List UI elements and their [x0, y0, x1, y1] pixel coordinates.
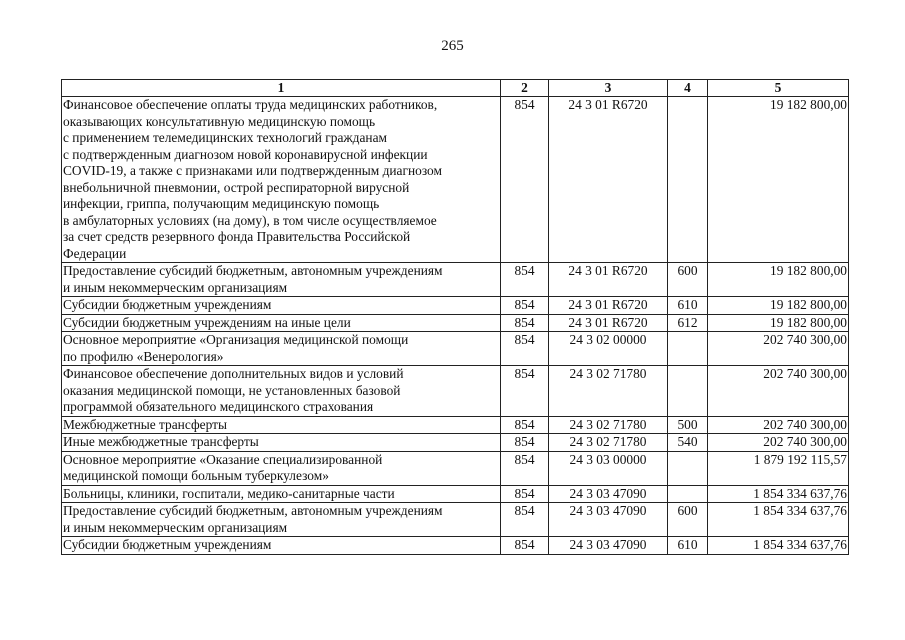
row-name-cell — [62, 366, 501, 417]
department-code-cell: 854 — [501, 263, 549, 297]
amount-cell: 202 740 300,00 — [708, 332, 849, 366]
expense-type-cell: 540 — [668, 434, 708, 452]
target-article-cell: 24 3 03 47090 — [549, 503, 668, 537]
row-name-cell — [62, 485, 501, 503]
expense-type-cell: 610 — [668, 297, 708, 315]
table-body — [62, 97, 849, 555]
table-row — [62, 314, 849, 332]
department-code-cell: 854 — [501, 416, 549, 434]
target-article-cell: 24 3 03 00000 — [549, 451, 668, 485]
row-name-line: Иные межбюджетные трансферты — [63, 434, 259, 449]
expense-type-cell — [668, 485, 708, 503]
table-row — [62, 97, 849, 263]
expense-type-cell — [668, 332, 708, 366]
department-code-cell: 854 — [501, 537, 549, 555]
department-code-cell: 854 — [501, 434, 549, 452]
department-code-cell: 854 — [501, 451, 549, 485]
department-code-cell: 854 — [501, 297, 549, 315]
target-article-cell: 24 3 01 R6720 — [549, 314, 668, 332]
row-name-line: оказывающих консультативную медицинскую помощь — [63, 113, 376, 129]
expense-type-cell: 612 — [668, 314, 708, 332]
column-header-1: 1 — [62, 80, 501, 97]
row-name-line: Основное мероприятие «Оказание специализированной — [63, 451, 383, 467]
row-name-cell — [62, 297, 501, 315]
row-name-line: Предоставление субсидий бюджетным, автономным учреждениям — [63, 503, 443, 518]
expense-type-cell: 610 — [668, 537, 708, 555]
table-row — [62, 263, 849, 297]
row-name-line: оказания медицинской помощи, не установленных базовой — [63, 382, 401, 398]
row-name-cell — [62, 263, 501, 297]
row-name-line: Межбюджетные трансферты — [63, 416, 227, 432]
row-name-line: COVID-19, а также с признаками или подтвержденным диагнозом — [63, 163, 442, 178]
target-article-cell: 24 3 02 00000 — [549, 332, 668, 366]
row-name-line: внебольничной пневмонии, острой респираторной вирусной — [63, 179, 410, 195]
row-name-cell — [62, 434, 501, 452]
column-header-2: 2 — [501, 80, 549, 97]
expense-type-cell — [668, 366, 708, 417]
row-name-cell — [62, 332, 501, 366]
amount-cell: 19 182 800,00 — [708, 97, 849, 263]
table-row — [62, 332, 849, 366]
row-name-cell — [62, 416, 501, 434]
row-name-line: и иным некоммерческим организациям — [63, 519, 288, 535]
amount-cell: 202 740 300,00 — [708, 416, 849, 434]
row-name-line: Предоставление субсидий бюджетным, автономным учреждениям — [63, 263, 443, 278]
row-name-line: Основное мероприятие «Организация медицинской помощи — [63, 332, 409, 347]
expense-type-cell — [668, 97, 708, 263]
row-name-line: Субсидии бюджетным учреждениям на иные цели — [63, 314, 351, 330]
table-row — [62, 434, 849, 452]
department-code-cell: 854 — [501, 485, 549, 503]
row-name-line: в амбулаторных условиях (на дому), в том числе осуществляемое — [63, 212, 437, 228]
table-row — [62, 485, 849, 503]
department-code-cell: 854 — [501, 503, 549, 537]
target-article-cell: 24 3 03 47090 — [549, 537, 668, 555]
expense-type-cell: 500 — [668, 416, 708, 434]
department-code-cell: 854 — [501, 97, 549, 263]
department-code-cell: 854 — [501, 366, 549, 417]
row-name-line: Субсидии бюджетным учреждениям — [63, 297, 272, 312]
row-name-line: за счет средств резервного фонда Правительства Российской — [63, 229, 411, 244]
department-code-cell: 854 — [501, 332, 549, 366]
amount-cell: 202 740 300,00 — [708, 366, 849, 417]
row-name-line: по профилю «Венерология» — [63, 348, 224, 364]
row-name-cell — [62, 314, 501, 332]
column-header-4: 4 — [668, 80, 708, 97]
table-row — [62, 503, 849, 537]
budget-table — [61, 79, 849, 555]
amount-cell: 19 182 800,00 — [708, 263, 849, 297]
row-name-cell — [62, 537, 501, 555]
row-name-line: Финансовое обеспечение дополнительных видов и условий — [63, 366, 404, 381]
table-row — [62, 537, 849, 555]
table-header-row — [62, 80, 849, 97]
table-row — [62, 366, 849, 417]
row-name-line: медицинской помощи больным туберкулезом» — [63, 468, 329, 483]
target-article-cell: 24 3 02 71780 — [549, 434, 668, 452]
row-name-line: Финансовое обеспечение оплаты труда медицинских работников, — [63, 97, 438, 112]
table-row — [62, 297, 849, 315]
target-article-cell: 24 3 03 47090 — [549, 485, 668, 503]
target-article-cell: 24 3 01 R6720 — [549, 97, 668, 263]
row-name-line: инфекции, гриппа, получающим медицинскую помощь — [63, 196, 380, 211]
expense-type-cell — [668, 451, 708, 485]
column-header-3: 3 — [549, 80, 668, 97]
column-header-5: 5 — [708, 80, 849, 97]
page-number: 265 — [441, 38, 464, 54]
row-name-line: программой обязательного медицинского страхования — [63, 399, 374, 414]
expense-type-cell: 600 — [668, 263, 708, 297]
row-name-line: с применением телемедицинских технологий гражданам — [63, 130, 388, 145]
row-name-line: Субсидии бюджетным учреждениям — [63, 537, 272, 552]
target-article-cell: 24 3 02 71780 — [549, 416, 668, 434]
amount-cell: 1 854 334 637,76 — [708, 537, 849, 555]
expense-type-cell: 600 — [668, 503, 708, 537]
amount-cell: 1 854 334 637,76 — [708, 485, 849, 503]
row-name-line: и иным некоммерческим организациям — [63, 279, 288, 295]
row-name-line: Федерации — [63, 245, 127, 261]
target-article-cell: 24 3 01 R6720 — [549, 263, 668, 297]
amount-cell: 1 879 192 115,57 — [708, 451, 849, 485]
amount-cell: 19 182 800,00 — [708, 297, 849, 315]
amount-cell: 1 854 334 637,76 — [708, 503, 849, 537]
department-code-cell: 854 — [501, 314, 549, 332]
table-row — [62, 416, 849, 434]
row-name-cell — [62, 503, 501, 537]
row-name-line: Больницы, клиники, госпитали, медико-санитарные части — [63, 485, 395, 501]
amount-cell: 202 740 300,00 — [708, 434, 849, 452]
row-name-cell — [62, 451, 501, 485]
amount-cell: 19 182 800,00 — [708, 314, 849, 332]
table-row — [62, 451, 849, 485]
target-article-cell: 24 3 01 R6720 — [549, 297, 668, 315]
row-name-line: с подтвержденным диагнозом новой коронавирусной инфекции — [63, 146, 428, 162]
target-article-cell: 24 3 02 71780 — [549, 366, 668, 417]
row-name-cell — [62, 97, 501, 263]
